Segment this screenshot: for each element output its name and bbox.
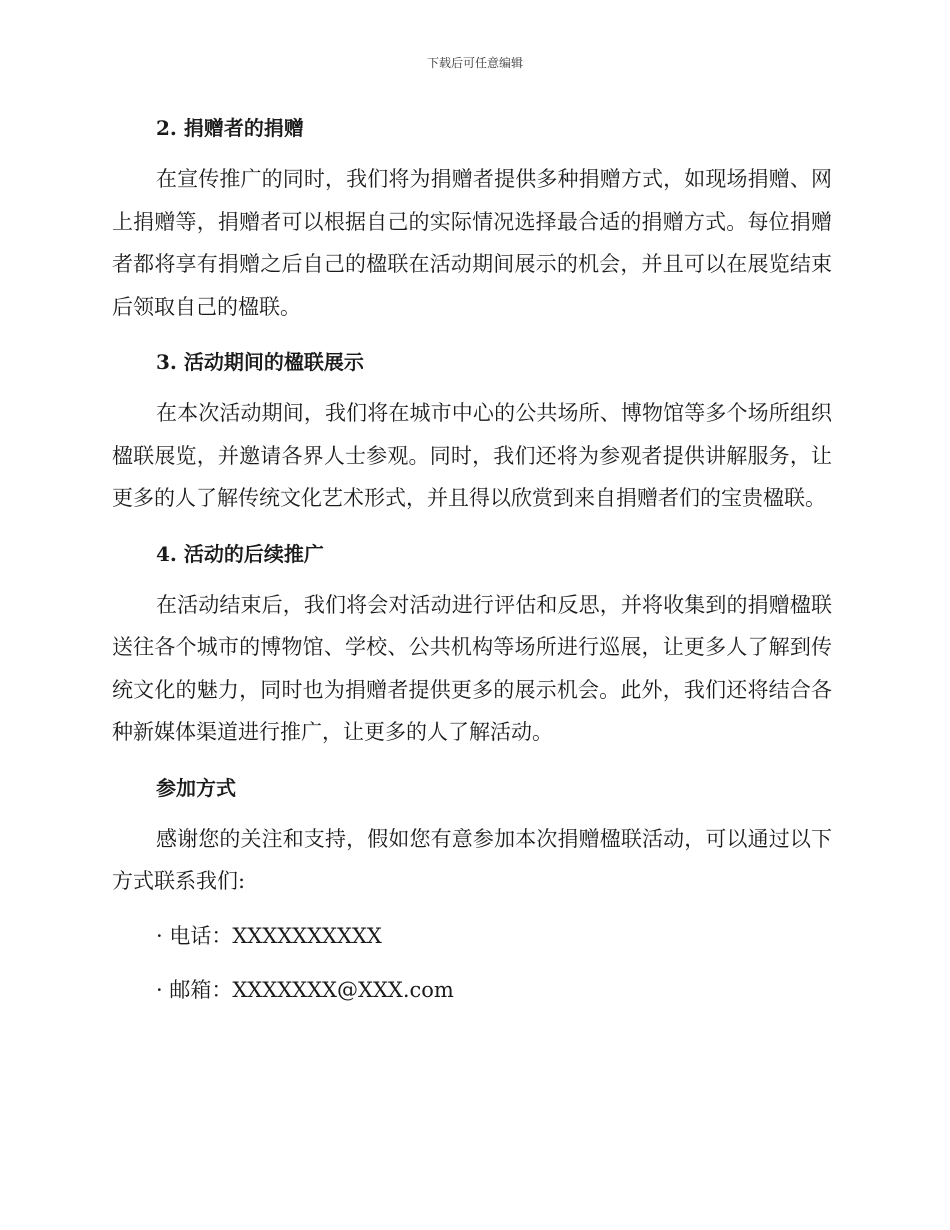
- section-heading: 2. 捐赠者的捐赠: [156, 116, 304, 140]
- page-header: 下载后可任意编辑: [426, 56, 523, 70]
- contact-phone: · 电话：XXXXXXXXXX: [156, 923, 382, 948]
- section-paragraph: 感谢您的关注和支持，假如您有意参加本次捐赠楹联活动，可以通过以下方式联系我们:: [112, 826, 832, 893]
- section-heading: 3. 活动期间的楹联展示: [156, 350, 364, 374]
- section-paragraph: 在本次活动期间，我们将在城市中心的公共场所、博物馆等多个场所组织楹联展览，并邀请各界人士参观。同时，我们还将为参观者提供讲解服务，让更多的人了解传统文化艺术形式，并且得以欣赏到来自捐赠者们的宝贵楹联。: [112, 401, 832, 510]
- section-heading: 4. 活动的后续推广: [156, 541, 324, 566]
- section-paragraph: 在宣传推广的同时，我们将为捐赠者提供多种捐赠方式，如现场捐赠、网上捐赠等，捐赠者可以根据自己的实际情况选择最合适的捐赠方式。每位捐赠者都将享有捐赠之后自己的楹联在活动期间展示的机会，并且可以在展览结束后领取自己的楹联。: [112, 167, 832, 319]
- section-paragraph: 在活动结束后，我们将会对活动进行评估和反思，并将收集到的捐赠楹联送往各个城市的博物馆、学校、公共机构等场所进行巡展，让更多人了解到传统文化的魅力，同时也为捐赠者提供更多的展示机会。此外，我们还将结合各种新媒体渠道进行推广，让更多的人了解活动。: [112, 592, 832, 744]
- contact-email: · 邮箱：XXXXXXX@XXX.com: [156, 978, 454, 1002]
- section-heading: 参加方式: [156, 775, 236, 800]
- document-body: [112, 108, 832, 1012]
